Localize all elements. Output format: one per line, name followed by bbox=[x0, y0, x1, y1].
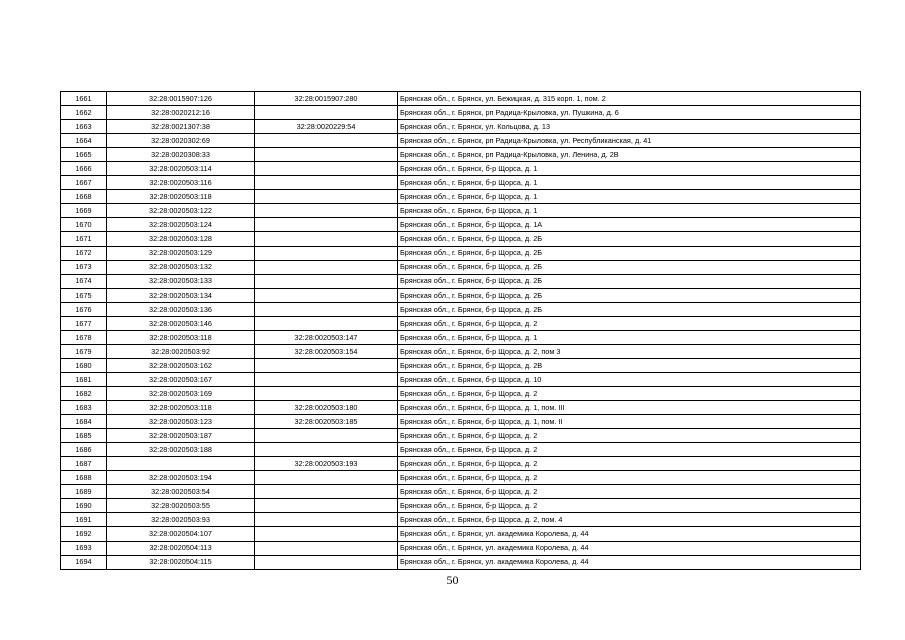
table-row bbox=[61, 415, 861, 429]
related-cadastral-number-cell bbox=[255, 302, 398, 316]
row-number: 1675 bbox=[61, 288, 107, 302]
address-cell: Брянская обл., г. Брянск, ул. академика Королева, д. 44 bbox=[398, 527, 861, 541]
cadastral-number-cell: 32:28:0020302:69 bbox=[107, 134, 255, 148]
address-cell: Брянская обл., г. Брянск, б-р Щорса, д. 2В bbox=[398, 358, 861, 372]
table-row bbox=[61, 288, 861, 302]
row-number: 1670 bbox=[61, 218, 107, 232]
cadastral-number-cell: 32:28:0020503:134 bbox=[107, 288, 255, 302]
table-row bbox=[61, 302, 861, 316]
address-cell: Брянская обл., г. Брянск, б-р Щорса, д. 1 bbox=[398, 162, 861, 176]
cadastral-number-cell: 32:28:0020503:128 bbox=[107, 232, 255, 246]
table-row bbox=[61, 555, 861, 569]
related-cadastral-number-cell bbox=[255, 499, 398, 513]
table-row bbox=[61, 471, 861, 485]
row-number: 1687 bbox=[61, 457, 107, 471]
related-cadastral-number-cell bbox=[255, 471, 398, 485]
cadastral-number-cell: 32:28:0020503:118 bbox=[107, 401, 255, 415]
table-row bbox=[61, 162, 861, 176]
row-number: 1676 bbox=[61, 302, 107, 316]
table-row bbox=[61, 527, 861, 541]
row-number: 1692 bbox=[61, 527, 107, 541]
related-cadastral-number-cell bbox=[255, 386, 398, 400]
address-cell: Брянская обл., г. Брянск, б-р Щорса, д. 2Б bbox=[398, 260, 861, 274]
row-number: 1677 bbox=[61, 316, 107, 330]
row-number: 1691 bbox=[61, 513, 107, 527]
row-number: 1666 bbox=[61, 162, 107, 176]
row-number: 1669 bbox=[61, 204, 107, 218]
table-row bbox=[61, 120, 861, 134]
related-cadastral-number-cell bbox=[255, 527, 398, 541]
related-cadastral-number-cell bbox=[255, 443, 398, 457]
cadastral-number-cell: 32:28:0020503:167 bbox=[107, 372, 255, 386]
cadastral-number-cell: 32:28:0020503:92 bbox=[107, 344, 255, 358]
table-row bbox=[61, 260, 861, 274]
row-number: 1688 bbox=[61, 471, 107, 485]
related-cadastral-number-cell bbox=[255, 274, 398, 288]
address-cell: Брянская обл., г. Брянск, б-р Щорса, д. 2Б bbox=[398, 232, 861, 246]
row-number: 1661 bbox=[61, 92, 107, 106]
table-row bbox=[61, 232, 861, 246]
related-cadastral-number-cell: 32:28:0020503:193 bbox=[255, 457, 398, 471]
address-cell: Брянская обл., г. Брянск, б-р Щорса, д. 2 bbox=[398, 485, 861, 499]
address-cell: Брянская обл., г. Брянск, б-р Щорса, д. 2Б bbox=[398, 246, 861, 260]
table-row bbox=[61, 358, 861, 372]
address-cell: Брянская обл., г. Брянск, б-р Щорса, д. 2, пом 3 bbox=[398, 344, 861, 358]
table-row bbox=[61, 401, 861, 415]
address-cell: Брянская обл., г. Брянск, б-р Щорса, д. 1А bbox=[398, 218, 861, 232]
address-cell: Брянская обл., г. Брянск, рп Радица-Крыловка, ул. Пушкина, д. 6 bbox=[398, 106, 861, 120]
cadastral-number-cell: 32:28:0015907:126 bbox=[107, 92, 255, 106]
related-cadastral-number-cell bbox=[255, 246, 398, 260]
table-row bbox=[61, 429, 861, 443]
row-number: 1689 bbox=[61, 485, 107, 499]
cadastral-number-cell bbox=[107, 457, 255, 471]
page-number: 50 bbox=[446, 573, 459, 587]
related-cadastral-number-cell: 32:28:0020503:147 bbox=[255, 330, 398, 344]
cadastral-number-cell: 32:28:0020504:107 bbox=[107, 527, 255, 541]
related-cadastral-number-cell bbox=[255, 358, 398, 372]
address-cell: Брянская обл., г. Брянск, б-р Щорса, д. 2 bbox=[398, 457, 861, 471]
table-row bbox=[61, 344, 861, 358]
address-cell: Брянская обл., г. Брянск, б-р Щорса, д. 1, пом. III bbox=[398, 401, 861, 415]
related-cadastral-number-cell bbox=[255, 176, 398, 190]
related-cadastral-number-cell bbox=[255, 429, 398, 443]
address-cell: Брянская обл., г. Брянск, ул. Бежицкая, д. 315 корп. 1, пом. 2 bbox=[398, 92, 861, 106]
address-cell: Брянская обл., г. Брянск, б-р Щорса, д. 2 bbox=[398, 429, 861, 443]
cadastral-number-cell: 32:28:0020503:55 bbox=[107, 499, 255, 513]
row-number: 1685 bbox=[61, 429, 107, 443]
cadastral-number-cell: 32:28:0020503:187 bbox=[107, 429, 255, 443]
related-cadastral-number-cell bbox=[255, 372, 398, 386]
row-number: 1671 bbox=[61, 232, 107, 246]
related-cadastral-number-cell bbox=[255, 218, 398, 232]
cadastral-number-cell: 32:28:0020503:129 bbox=[107, 246, 255, 260]
table-row bbox=[61, 148, 861, 162]
address-cell: Брянская обл., г. Брянск, б-р Щорса, д. 2 bbox=[398, 471, 861, 485]
address-cell: Брянская обл., г. Брянск, б-р Щорса, д. 2 bbox=[398, 443, 861, 457]
cadastral-number-cell: 32:28:0020212:16 bbox=[107, 106, 255, 120]
related-cadastral-number-cell: 32:28:0020503:154 bbox=[255, 344, 398, 358]
table-row bbox=[61, 485, 861, 499]
related-cadastral-number-cell bbox=[255, 541, 398, 555]
related-cadastral-number-cell bbox=[255, 190, 398, 204]
cadastral-number-cell: 32:28:0020503:116 bbox=[107, 176, 255, 190]
address-cell: Брянская обл., г. Брянск, ул. академика Королева, д. 44 bbox=[398, 541, 861, 555]
related-cadastral-number-cell: 32:28:0020503:185 bbox=[255, 415, 398, 429]
cadastral-number-cell: 32:28:0020503:133 bbox=[107, 274, 255, 288]
row-number: 1664 bbox=[61, 134, 107, 148]
related-cadastral-number-cell bbox=[255, 485, 398, 499]
table-row bbox=[61, 457, 861, 471]
table-row bbox=[61, 541, 861, 555]
table-row bbox=[61, 106, 861, 120]
table-row bbox=[61, 204, 861, 218]
cadastral-number-cell: 32:28:0020503:146 bbox=[107, 316, 255, 330]
table-body bbox=[61, 92, 861, 570]
related-cadastral-number-cell: 32:28:0015907:280 bbox=[255, 92, 398, 106]
table-row bbox=[61, 218, 861, 232]
row-number: 1674 bbox=[61, 274, 107, 288]
related-cadastral-number-cell: 32:28:0020503:180 bbox=[255, 401, 398, 415]
address-cell: Брянская обл., г. Брянск, б-р Щорса, д. 2Б bbox=[398, 288, 861, 302]
cadastral-number-cell: 32:28:0020503:123 bbox=[107, 415, 255, 429]
row-number: 1681 bbox=[61, 372, 107, 386]
row-number: 1678 bbox=[61, 330, 107, 344]
cadastral-number-cell: 32:28:0020504:113 bbox=[107, 541, 255, 555]
cadastral-table bbox=[60, 91, 861, 570]
table-row bbox=[61, 386, 861, 400]
cadastral-number-cell: 32:28:0020503:114 bbox=[107, 162, 255, 176]
address-cell: Брянская обл., г. Брянск, рп Радица-Крыловка, ул. Ленина, д. 2В bbox=[398, 148, 861, 162]
cadastral-number-cell: 32:28:0020503:169 bbox=[107, 386, 255, 400]
table-row bbox=[61, 499, 861, 513]
row-number: 1690 bbox=[61, 499, 107, 513]
address-cell: Брянская обл., г. Брянск, б-р Щорса, д. 1 bbox=[398, 176, 861, 190]
related-cadastral-number-cell bbox=[255, 106, 398, 120]
table-row bbox=[61, 190, 861, 204]
cadastral-number-cell: 32:28:0020503:136 bbox=[107, 302, 255, 316]
address-cell: Брянская обл., г. Брянск, б-р Щорса, д. 2 bbox=[398, 499, 861, 513]
row-number: 1665 bbox=[61, 148, 107, 162]
cadastral-number-cell: 32:28:0020503:54 bbox=[107, 485, 255, 499]
address-cell: Брянская обл., г. Брянск, б-р Щорса, д. 2 bbox=[398, 386, 861, 400]
related-cadastral-number-cell bbox=[255, 162, 398, 176]
related-cadastral-number-cell bbox=[255, 513, 398, 527]
address-cell: Брянская обл., г. Брянск, б-р Щорса, д. 2Б bbox=[398, 302, 861, 316]
address-cell: Брянская обл., г. Брянск, б-р Щорса, д. 10 bbox=[398, 372, 861, 386]
table-row bbox=[61, 513, 861, 527]
related-cadastral-number-cell bbox=[255, 232, 398, 246]
row-number: 1686 bbox=[61, 443, 107, 457]
related-cadastral-number-cell bbox=[255, 134, 398, 148]
table-row bbox=[61, 372, 861, 386]
row-number: 1683 bbox=[61, 401, 107, 415]
address-cell: Брянская обл., г. Брянск, ул. Кольцова, д. 13 bbox=[398, 120, 861, 134]
row-number: 1694 bbox=[61, 555, 107, 569]
cadastral-number-cell: 32:28:0020503:132 bbox=[107, 260, 255, 274]
cadastral-number-cell: 32:28:0020503:122 bbox=[107, 204, 255, 218]
related-cadastral-number-cell bbox=[255, 260, 398, 274]
cadastral-number-cell: 32:28:0020503:93 bbox=[107, 513, 255, 527]
table-row bbox=[61, 246, 861, 260]
cadastral-number-cell: 32:28:0020503:188 bbox=[107, 443, 255, 457]
address-cell: Брянская обл., г. Брянск, ул. академика Королева, д. 44 bbox=[398, 555, 861, 569]
address-cell: Брянская обл., г. Брянск, б-р Щорса, д. 1, пом. II bbox=[398, 415, 861, 429]
row-number: 1662 bbox=[61, 106, 107, 120]
row-number: 1673 bbox=[61, 260, 107, 274]
related-cadastral-number-cell bbox=[255, 204, 398, 218]
cadastral-number-cell: 32:28:0020503:162 bbox=[107, 358, 255, 372]
table-row bbox=[61, 176, 861, 190]
row-number: 1680 bbox=[61, 358, 107, 372]
table-row bbox=[61, 92, 861, 106]
related-cadastral-number-cell: 32:28:0020229:54 bbox=[255, 120, 398, 134]
related-cadastral-number-cell bbox=[255, 288, 398, 302]
row-number: 1667 bbox=[61, 176, 107, 190]
row-number: 1668 bbox=[61, 190, 107, 204]
table-row bbox=[61, 316, 861, 330]
address-cell: Брянская обл., г. Брянск, б-р Щорса, д. 2, пом. 4 bbox=[398, 513, 861, 527]
cadastral-number-cell: 32:28:0020503:194 bbox=[107, 471, 255, 485]
cadastral-number-cell: 32:28:0020503:118 bbox=[107, 190, 255, 204]
address-cell: Брянская обл., г. Брянск, рп Радица-Крыловка, ул. Республиканская, д. 41 bbox=[398, 134, 861, 148]
table-row bbox=[61, 134, 861, 148]
address-cell: Брянская обл., г. Брянск, б-р Щорса, д. 1 bbox=[398, 190, 861, 204]
related-cadastral-number-cell bbox=[255, 148, 398, 162]
table-row bbox=[61, 443, 861, 457]
row-number: 1693 bbox=[61, 541, 107, 555]
table-row bbox=[61, 330, 861, 344]
cadastral-number-cell: 32:28:0020503:118 bbox=[107, 330, 255, 344]
cadastral-number-cell: 32:28:0021307:38 bbox=[107, 120, 255, 134]
row-number: 1672 bbox=[61, 246, 107, 260]
address-cell: Брянская обл., г. Брянск, б-р Щорса, д. 1 bbox=[398, 204, 861, 218]
cadastral-number-cell: 32:28:0020308:33 bbox=[107, 148, 255, 162]
related-cadastral-number-cell bbox=[255, 316, 398, 330]
cadastral-number-cell: 32:28:0020503:124 bbox=[107, 218, 255, 232]
address-cell: Брянская обл., г. Брянск, б-р Щорса, д. 1 bbox=[398, 330, 861, 344]
related-cadastral-number-cell bbox=[255, 555, 398, 569]
row-number: 1684 bbox=[61, 415, 107, 429]
table-row bbox=[61, 274, 861, 288]
address-cell: Брянская обл., г. Брянск, б-р Щорса, д. 2 bbox=[398, 316, 861, 330]
row-number: 1679 bbox=[61, 344, 107, 358]
cadastral-number-cell: 32:28:0020504:115 bbox=[107, 555, 255, 569]
row-number: 1682 bbox=[61, 386, 107, 400]
address-cell: Брянская обл., г. Брянск, б-р Щорса, д. 2Б bbox=[398, 274, 861, 288]
row-number: 1663 bbox=[61, 120, 107, 134]
